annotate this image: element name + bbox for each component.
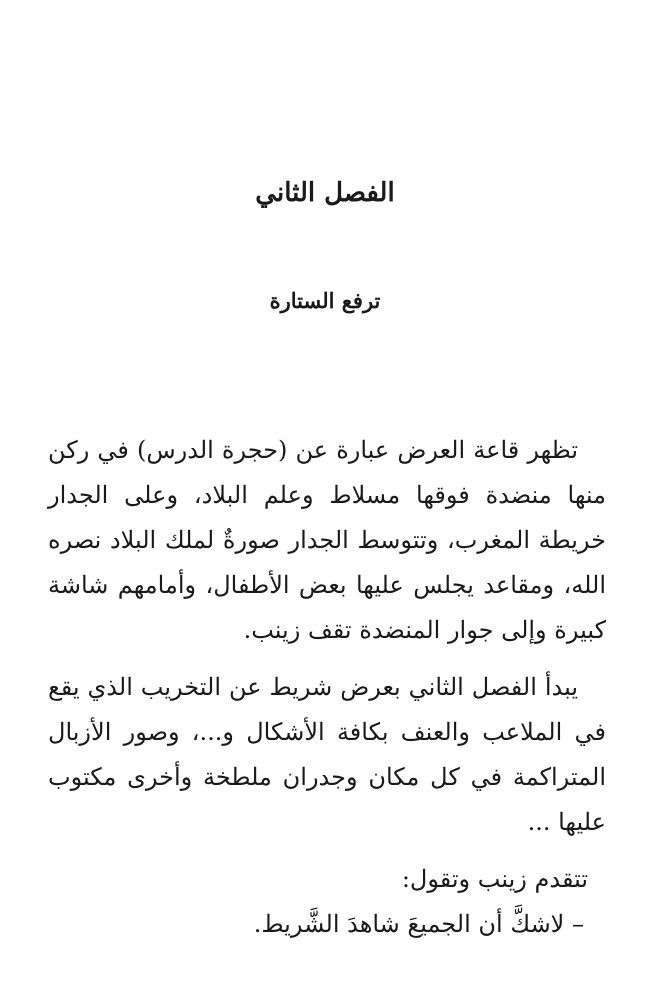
paragraph-film-description: يبدأ الفصل الثاني بعرض شريط عن التخريب الذي يقع في الملاعب والعنف بكافة الأشكال و...، وصور الأزبال المتراكمة في كل مكان وجدران ملطخة وأخرى مكتوب عليها ... <box>48 673 606 836</box>
body-text <box>48 428 606 947</box>
chapter-title: الفصل الثاني <box>255 178 395 208</box>
speaker-line: تتقدم زينب وتقول: <box>401 865 588 893</box>
stage-direction-heading: ترفع الستارة <box>269 288 381 313</box>
dialogue-line: – لاشكَّ أن الجميعَ شاهدَ الشَّريط. <box>253 910 584 938</box>
paragraph-scene-description: تظهر قاعة العرض عبارة عن (حجرة الدرس) في ركن منها منضدة فوقها مسلاط وعلم البلاد، وعلى الجدار خريطة المغرب، وتتوسط الجدار صورةٌ لملك البلاد نصره الله، ومقاعد يجلس عليها بعض الأطفال، وأمامهم شاشة كبيرة وإلى جوار المنضدة تقف زينب. <box>48 436 606 644</box>
